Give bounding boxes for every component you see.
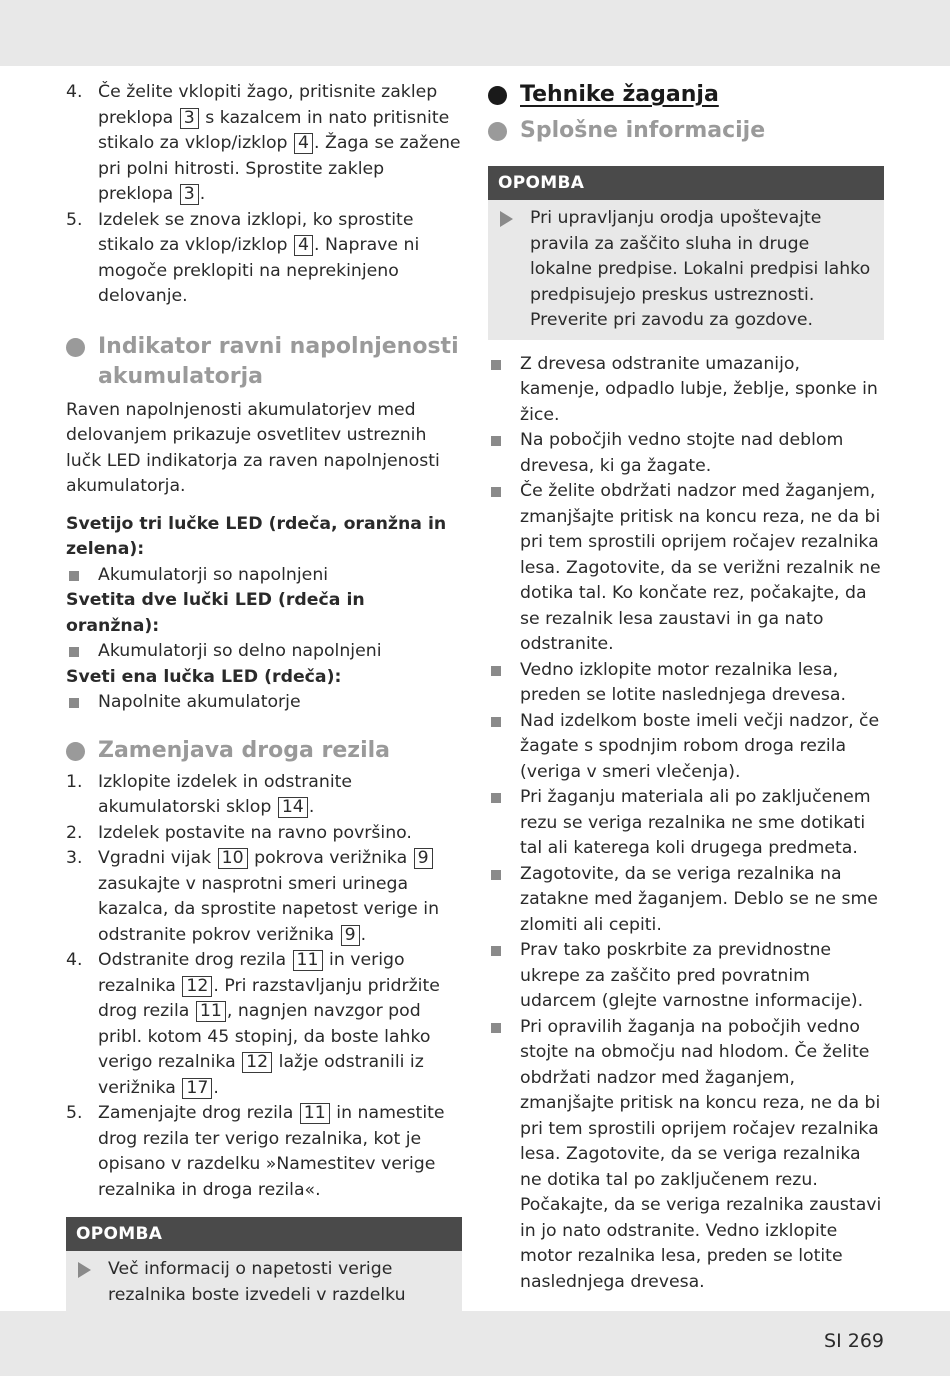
square-bullet-icon xyxy=(491,793,501,803)
triangle-bullet-icon xyxy=(78,1262,91,1278)
left-column xyxy=(66,80,462,1340)
square-bullet-icon xyxy=(69,647,79,657)
page-header-bar xyxy=(0,0,950,66)
square-bullet-icon xyxy=(491,717,501,727)
square-bullet-icon xyxy=(491,487,501,497)
bullet-circle-icon xyxy=(66,742,85,761)
list-item: 4. Če želite vklopiti žago, pritisnite zaklep preklopa 3 s kazalcem in nato pritisnite stikalo za vklop/izklop 4 . Žaga se zažene pri polni hitrosti. Sprostite zaklep preklopa 3 . xyxy=(66,82,461,204)
section-heading-sawing: Tehnike žaganja xyxy=(488,80,884,110)
part-ref: 14 xyxy=(278,797,308,818)
list-item: 4. Odstranite drog rezila 11 in verigo rezalnika 12 . Pri razstavljanju pridržite drog rezila 11 , nagnjen navzgor pod pribl. kotom 45 stopinj, da boste lahko verigo rezalnika 12 lažje odstranili iz verižnika 17 . xyxy=(66,950,440,1098)
list-item: Nad izdelkom boste imeli večji nadzor, če žagate s spodnjim robom droga rezila (veriga v smeri vlečenja). xyxy=(488,709,884,786)
note-title: OPOMBA xyxy=(488,166,884,200)
square-bullet-icon xyxy=(491,870,501,880)
part-ref: 11 xyxy=(300,1103,330,1124)
bullet-circle-icon xyxy=(66,338,85,357)
list-item: Akumulatorji so napolnjeni xyxy=(66,563,462,589)
part-ref: 10 xyxy=(218,848,248,869)
part-ref: 11 xyxy=(293,950,323,971)
bar-replacement-steps xyxy=(66,770,462,1204)
right-column xyxy=(488,80,884,1295)
led-state-label: Svetita dve lučki LED (rdeča in oranžna): xyxy=(66,590,365,636)
list-item: Zagotovite, da se veriga rezalnika na zatakne med žaganjem. Deblo se ne sme zlomiti ali cepiti. xyxy=(488,862,884,939)
bullet-circle-icon xyxy=(488,122,507,141)
part-ref: 3 xyxy=(180,108,199,129)
page-footer-bar xyxy=(0,1311,950,1376)
square-bullet-icon xyxy=(491,360,501,370)
part-ref: 17 xyxy=(182,1078,212,1099)
page-number: SI 269 xyxy=(824,1330,884,1352)
led-state-label: Svetijo tri lučke LED (rdeča, oranžna in zelena): xyxy=(66,513,447,559)
list-item: 1. Izklopite izdelek in odstranite akumulatorski sklop 14 . xyxy=(66,771,353,817)
list-item: Pri žaganju materiala ali po zaključenem rezu se veriga rezalnika ne sme dotikati tal ali katerega koli drugega predmeta. xyxy=(488,785,884,862)
part-ref: 11 xyxy=(196,1001,226,1022)
list-item: Če želite obdržati nadzor med žaganjem, zmanjšajte pritisk na koncu reza, ne da bi pri tem sprostili oprijem ročajev rezalnika lesa. Zagotovite, da se verižni rezalnik ne dotika tal. Ko končate rez, počakajte, da se rezalnik lesa zaustavi in ga nato odstranite. xyxy=(488,479,884,658)
part-ref: 9 xyxy=(414,848,433,869)
switch-on-steps xyxy=(66,80,462,310)
list-item: 5. Zamenjajte drog rezila 11 in namestite drog rezila ter verigo rezalnika, kot je opisano v razdelku »Namestitev verige rezalnika in droga rezila«. xyxy=(66,1103,445,1200)
note-text: Pri upravljanju orodja upoštevajte pravila za zaščito sluha in druge lokalne predpise. Lokalni predpisi lahko predpisujejo preskus ustreznosti. Preverite pri zavodu za gozdove. xyxy=(530,208,871,330)
part-ref: 9 xyxy=(341,925,360,946)
safety-bullets xyxy=(488,352,884,1296)
part-ref: 4 xyxy=(294,235,313,256)
battery-intro: Raven napolnjenosti akumulatorjev med delovanjem prikazuje osvetlitev ustreznih lučk LED indikatorja za raven napolnjenosti akumulatorja. xyxy=(66,399,440,496)
list-item: 3. Vgradni vijak 10 pokrova verižnika 9 zasukajte v nasprotni smeri urinega kazalca, da sprostite napetost verige in odstranite pokrov verižnika 9 . xyxy=(66,848,440,945)
note-box xyxy=(488,166,884,340)
list-item: 5. Izdelek se znova izklopi, ko sprostite stikalo za vklop/izklop 4 . Naprave ni mogoče preklopiti na neprekinjeno delovanje. xyxy=(66,209,420,306)
list-item: Z drevesa odstranite umazanijo, kamenje, odpadlo lubje, žeblje, sponke in žice. xyxy=(488,352,884,429)
part-ref: 12 xyxy=(182,976,212,997)
triangle-bullet-icon xyxy=(500,211,513,227)
square-bullet-icon xyxy=(491,666,501,676)
section-heading-bar: Zamenjava droga rezila xyxy=(66,736,462,766)
list-item: Prav tako poskrbite za previdnostne ukrepe za zaščito pred povratnim udarcem (glejte varnostne informacije). xyxy=(488,938,884,1015)
square-bullet-icon xyxy=(69,698,79,708)
note-title: OPOMBA xyxy=(66,1217,462,1251)
list-item: Pri opravilih žaganja na pobočjih vedno stojte na območju nad hlodom. Če želite obdržati nadzor med žaganjem, zmanjšajte pritisk na koncu reza, ne da bi pri tem sprostili oprijem ročajev rezalnika lesa. Zagotovite, da se veriga rezalnika ne dotika tal po zaključenem rezu. Počakajte, da se veriga rezalnika zaustavi in jo nato odstranite. Vedno izklopite motor rezalnika lesa, preden se lotite naslednjega drevesa. xyxy=(488,1015,884,1296)
part-ref: 4 xyxy=(294,133,313,154)
square-bullet-icon xyxy=(491,1023,501,1033)
list-item: Napolnite akumulatorje xyxy=(66,690,462,716)
list-item: 2. Izdelek postavite na ravno površino. xyxy=(66,822,412,843)
section-heading-battery: Indikator ravni napolnjenosti akumulatorja xyxy=(66,332,462,392)
square-bullet-icon xyxy=(491,436,501,446)
list-item: Na pobočjih vedno stojte nad deblom drevesa, ki ga žagate. xyxy=(488,428,884,479)
bullet-circle-icon xyxy=(488,86,507,105)
square-bullet-icon xyxy=(491,946,501,956)
part-ref: 12 xyxy=(242,1052,272,1073)
part-ref: 3 xyxy=(180,184,199,205)
list-item: Vedno izklopite motor rezalnika lesa, preden se lotite naslednjega drevesa. xyxy=(488,658,884,709)
note-text: Več informacij o napetosti verige rezalnika boste izvedeli v razdelku xyxy=(108,1259,406,1305)
led-state-label: Sveti ena lučka LED (rdeča): xyxy=(66,666,342,687)
list-item: Akumulatorji so delno napolnjeni xyxy=(66,639,462,665)
section-subheading-general: Splošne informacije xyxy=(488,116,884,146)
square-bullet-icon xyxy=(69,571,79,581)
